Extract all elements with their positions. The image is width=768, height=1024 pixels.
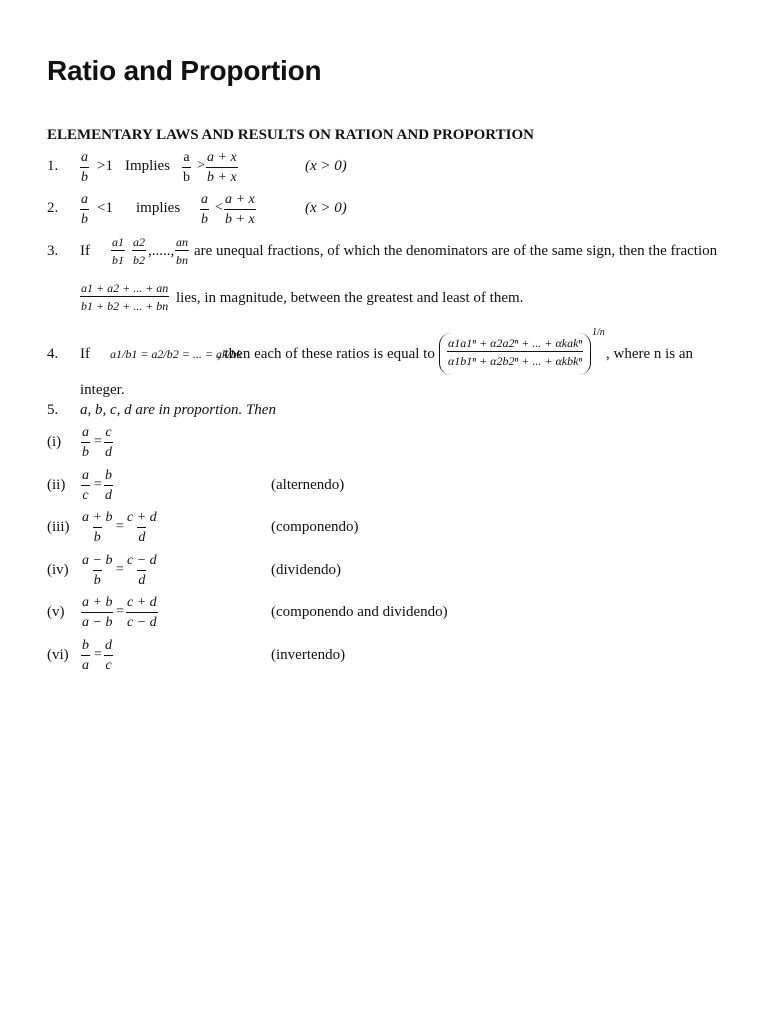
property-left-fraction: $\frac{a}{c}$	[82, 468, 89, 503]
property-name: (componendo)	[271, 519, 359, 535]
equals-sign: =	[116, 562, 124, 577]
item-3-text-1: are unequal fractions, of which the denominators are of the same sign, then the fraction	[194, 243, 718, 259]
equals-sign: =	[94, 477, 102, 492]
item-2-condition: (x > 0)	[305, 200, 347, 216]
property-label: (i)	[47, 434, 62, 450]
item-1-rhs-fraction: $\frac{a + x}{b + x}$	[207, 150, 237, 185]
item-1-relation: >1	[97, 158, 113, 174]
property-right-fraction: $\frac{c}{d}$	[105, 425, 112, 460]
item-2-relation-2: <	[215, 200, 223, 215]
property-name: (dividendo)	[271, 562, 341, 578]
item-1-condition: (x > 0)	[305, 158, 347, 174]
item-4-text-1: , then each of these ratios is equal to	[217, 346, 435, 362]
item-4-number: 4.	[47, 346, 59, 362]
item-3-dots: ,.....,	[148, 243, 175, 259]
item-4-text-3: integer.	[80, 382, 125, 398]
item-3-fraction-n: $\frac{an}{bn}$	[176, 235, 188, 267]
item-1-mid-fraction: $\frac{a}{b}$	[183, 150, 190, 185]
item-4-text-2: , where n is an	[606, 346, 694, 362]
property-left-fraction: $\frac{b}{a}$	[82, 638, 89, 673]
item-2-mid-fraction: $\frac{a}{b}$	[201, 192, 208, 227]
item-1-number: 1.	[47, 158, 59, 174]
property-left-fraction: $\frac{a}{b}$	[82, 425, 89, 460]
equals-sign: =	[116, 519, 124, 534]
property-label: (v)	[47, 604, 65, 620]
property-label: (vi)	[47, 647, 69, 663]
property-label: (iv)	[47, 562, 69, 578]
property-right-fraction: $\frac{c + d}{d}$	[127, 510, 157, 545]
property-right-fraction: $\frac{d}{c}$	[105, 638, 112, 673]
item-2-number: 2.	[47, 200, 59, 216]
item-3-fraction-2: $\frac{a2}{b2}$	[133, 235, 145, 267]
item-4-ratio-chain: a1/b1 = a2/b2 = ... = ak/bk	[110, 347, 242, 361]
item-1-lhs-fraction: $\frac{a}{b}$	[81, 150, 88, 185]
item-1-word: Implies	[125, 158, 170, 174]
property-left-fraction: $\frac{a + b}{a - b}$	[82, 595, 113, 630]
page-title: Ratio and Proportion	[47, 55, 322, 86]
property-right-fraction: $\frac{c + d}{c - d}$	[127, 595, 157, 630]
section-heading: ELEMENTARY LAWS AND RESULTS ON RATION AND PROPORTION	[47, 127, 534, 143]
item-3-text-2: lies, in magnitude, between the greatest and least of them.	[176, 290, 524, 306]
item-1-relation-2: >	[197, 158, 205, 173]
item-4-exponent: 1/n	[592, 327, 605, 338]
property-name: (invertendo)	[271, 647, 346, 663]
property-name: (alternendo)	[271, 477, 345, 493]
property-left-fraction: $\frac{a + b}{b}$	[82, 510, 113, 545]
property-name: (componendo and dividendo)	[271, 604, 448, 620]
property-label: (ii)	[47, 477, 66, 493]
item-2-relation: <1	[97, 200, 113, 216]
equals-sign: =	[94, 434, 102, 449]
property-right-fraction: $\frac{b}{d}$	[105, 468, 112, 503]
item-3-number: 3.	[47, 243, 59, 259]
equals-sign: =	[94, 647, 102, 662]
item-4-if: If	[80, 346, 90, 362]
item-5-text: a, b, c, d are in proportion. Then	[80, 402, 276, 418]
item-2-rhs-fraction: $\frac{a + x}{b + x}$	[225, 192, 255, 227]
item-3-fraction-1: $\frac{a1}{b1}$	[112, 235, 124, 267]
property-label: (iii)	[47, 519, 70, 535]
item-3-if: If	[80, 243, 90, 259]
equals-sign: =	[116, 604, 124, 619]
item-3-sum-fraction: $\frac{a1 + a2 + ... + an}{b1 + b2 + ... + bn}$	[81, 281, 169, 313]
item-5-number: 5.	[47, 402, 59, 418]
item-2-word: implies	[136, 200, 181, 216]
item-2-lhs-fraction: $\frac{a}{b}$	[81, 192, 88, 227]
item-4-big-fraction: α1a1ⁿ + α2a2ⁿ + ... + αkakⁿ α1b1ⁿ + α2b2ⁿ + ... + αkbkⁿ	[448, 336, 583, 368]
property-left-fraction: $\frac{a - b}{b}$	[82, 553, 113, 588]
property-right-fraction: $\frac{c - d}{d}$	[127, 553, 157, 588]
